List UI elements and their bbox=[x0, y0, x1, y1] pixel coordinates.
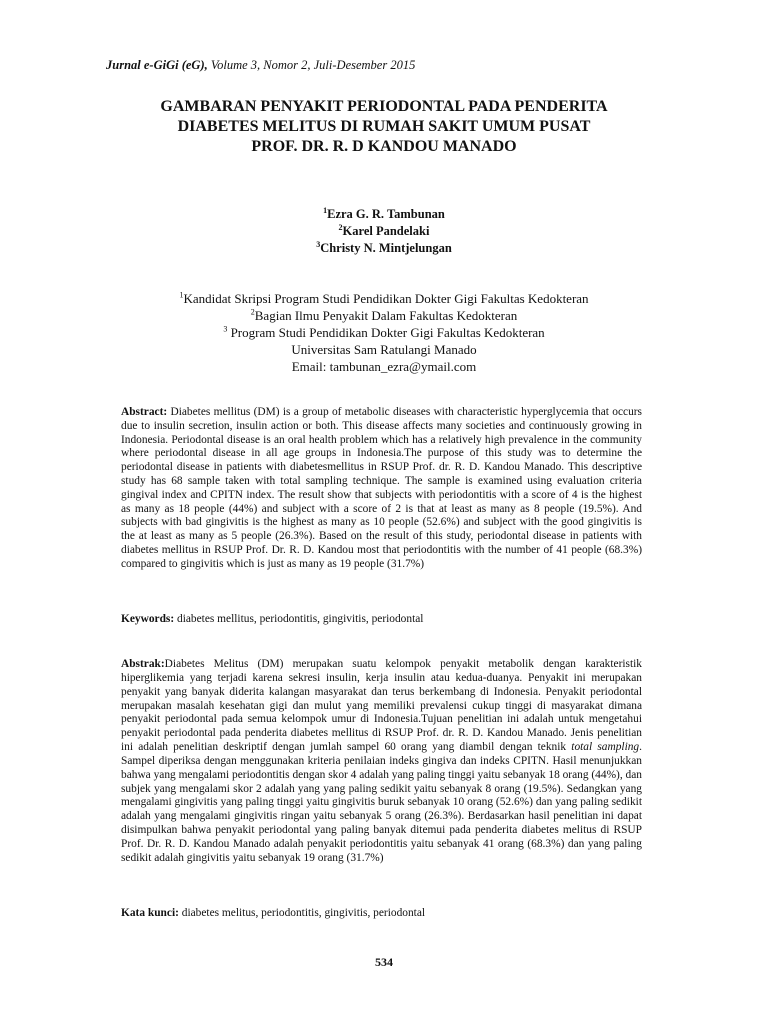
author-list bbox=[0, 206, 768, 257]
author-name: Ezra G. R. Tambunan bbox=[327, 207, 445, 221]
author-name: Karel Pandelaki bbox=[342, 224, 430, 238]
paper-title bbox=[100, 97, 668, 157]
abstrak-label: Abstrak: bbox=[121, 658, 165, 670]
abstract-label: Abstract: bbox=[121, 406, 168, 418]
kata-kunci bbox=[121, 907, 642, 921]
affiliation-text: Bagian Ilmu Penyakit Dalam Fakultas Kedokteran bbox=[254, 308, 518, 323]
affiliation bbox=[0, 324, 768, 341]
journal-name: Jurnal e-GiGi (eG), bbox=[106, 58, 208, 72]
affiliation-mark: 1 bbox=[179, 290, 184, 300]
affiliation bbox=[0, 290, 768, 307]
author bbox=[0, 223, 768, 240]
abstract-indonesian bbox=[121, 658, 642, 866]
affiliation-email: Email: tambunan_ezra@ymail.com bbox=[291, 359, 477, 374]
affiliation bbox=[0, 307, 768, 324]
affiliation-mark: 2 bbox=[250, 307, 255, 317]
abstrak-text-continued: . Sampel diperiksa dengan menggunakan kriteria penilaian indeks gingiva dan indeks CPITN. Hasil menunjukkan bahwa yang mengalami periodontitis dengan skor 4 adalah yang paling tinggi yaitu sebanyak 18 orang (44%), dan subjek yang mengalami skor 2 adalah yang yang paling sedikit yaitu sebanyak 8 orang (19.5%). Sedangkan yang mengalami gingivitis yang paling tinggi yaitu gingivitis buruk sebanyak 10 orang (52.6%) dan yang paling sedikit adalah yang mengalami gingivitis ringan yaitu sebanyak 5 orang (26.3%). Berdasarkan hasil penelitian ini dapat disimpulkan bahwa penyakit periodontal yang paling banyak ditemui pada penderita diabetes melitus di RSUP Prof. Dr. R. D. Kandou Manado adalah penyakit periodontitis yaitu sebanyak 41 orang (68.3%) dan yang paling sedikit adalah gingivitis yaitu sebanyak 19 orang (31.7%) bbox=[121, 741, 642, 864]
author bbox=[0, 206, 768, 223]
keywords bbox=[121, 613, 642, 627]
affiliation-text: Program Studi Pendidikan Dokter Gigi Fakultas Kedokteran bbox=[227, 325, 545, 340]
abstract-text: Diabetes mellitus (DM) is a group of metabolic diseases with characteristic hyperglycemia that occurs due to insulin secretion, insulin action or both. This disease affects many societies and continuously growing in Indonesia. Periodontal disease is an oral health problem which has a relatively high prevalence in the community where periodontal disease in all age groups in Indonesia.The purpose of this study was to determine the periodontal disease in patients with diabetesmellitus in RSUP Prof. dr. R. D. Kandou Manado. This descriptive study has 68 sample taken with total sampling technique. The sample is examined using evaluation criteria gingival index and CPITN index. The result show that subjects with periodontitis with a score of 4 is the highest as many as 18 people (44%) and subject with a score of 2 is that at least as many as 8 people (19.5%). And subjects with bad gingivitis is the highest as many as 10 people (52.6%) and subject with the good gingivitis is the at least as many as 5 people (26.3%). Based on the result of this study, periodontal disease in patients with diabetes mellitus in RSUP Prof. Dr. R. D. Kandou most that periodontitis with the number of 41 people (68.3%) compared to gingivitis which is just as many as 19 people (31.7%) bbox=[121, 406, 642, 570]
title-line: PROF. DR. R. D KANDOU MANADO bbox=[251, 138, 517, 155]
abstrak-italic-term: total sampling bbox=[571, 741, 640, 754]
journal-issue: Volume 3, Nomor 2, Juli-Desember 2015 bbox=[207, 58, 416, 72]
kata-kunci-text: diabetes melitus, periodontitis, gingivitis, periodontal bbox=[178, 907, 426, 919]
author-mark: 2 bbox=[338, 222, 343, 232]
author-name: Christy N. Mintjelungan bbox=[320, 241, 452, 255]
journal-header bbox=[106, 58, 415, 73]
abstract-english bbox=[121, 406, 642, 572]
page-number: 534 bbox=[375, 955, 393, 969]
keywords-text: diabetes mellitus, periodontitis, gingivitis, periodontal bbox=[174, 613, 424, 625]
affiliation-text: Kandidat Skripsi Program Studi Pendidikan Dokter Gigi Fakultas Kedokteran bbox=[183, 291, 589, 306]
title-line: DIABETES MELITUS DI RUMAH SAKIT UMUM PUSAT bbox=[177, 118, 591, 135]
author-mark: 3 bbox=[316, 239, 321, 249]
keywords-label: Keywords: bbox=[121, 613, 175, 625]
title-line: GAMBARAN PENYAKIT PERIODONTAL PADA PENDERITA bbox=[160, 98, 608, 115]
author bbox=[0, 240, 768, 257]
affiliation-mark: 3 bbox=[223, 324, 228, 334]
author-mark: 1 bbox=[323, 205, 328, 215]
kata-kunci-label: Kata kunci: bbox=[121, 907, 179, 919]
abstrak-text: Diabetes Melitus (DM) merupakan suatu kelompok penyakit metabolik dengan karakteristik hiperglikemia yang terjadi karena sekresi insulin, kerja insulin atau kedua-duanya. Penyakit ini merupakan penyakit yang banyak diderita kalangan masyarakat dan terus berkembang di Indonesia. Penyakit periodontal merupakan masalah kesehatan gigi dan mulut yang memiliki prevalensi cukup tinggi di masyarakat dimana penyakit periodontal pada semua kelompok umur di Indonesia.Tujuan penelitian ini adalah untuk mengetahui penyakit periodontal pada penderita diabetes mellitus di RSUP Prof. dr. R. D. Kandou Manado. Jenis penelitian ini adalah penelitian deskriptif dengan jumlah sampel 60 orang yang diambil dengan teknik bbox=[121, 658, 642, 754]
affiliation-list bbox=[0, 290, 768, 375]
affiliation-university: Universitas Sam Ratulangi Manado bbox=[291, 342, 477, 357]
